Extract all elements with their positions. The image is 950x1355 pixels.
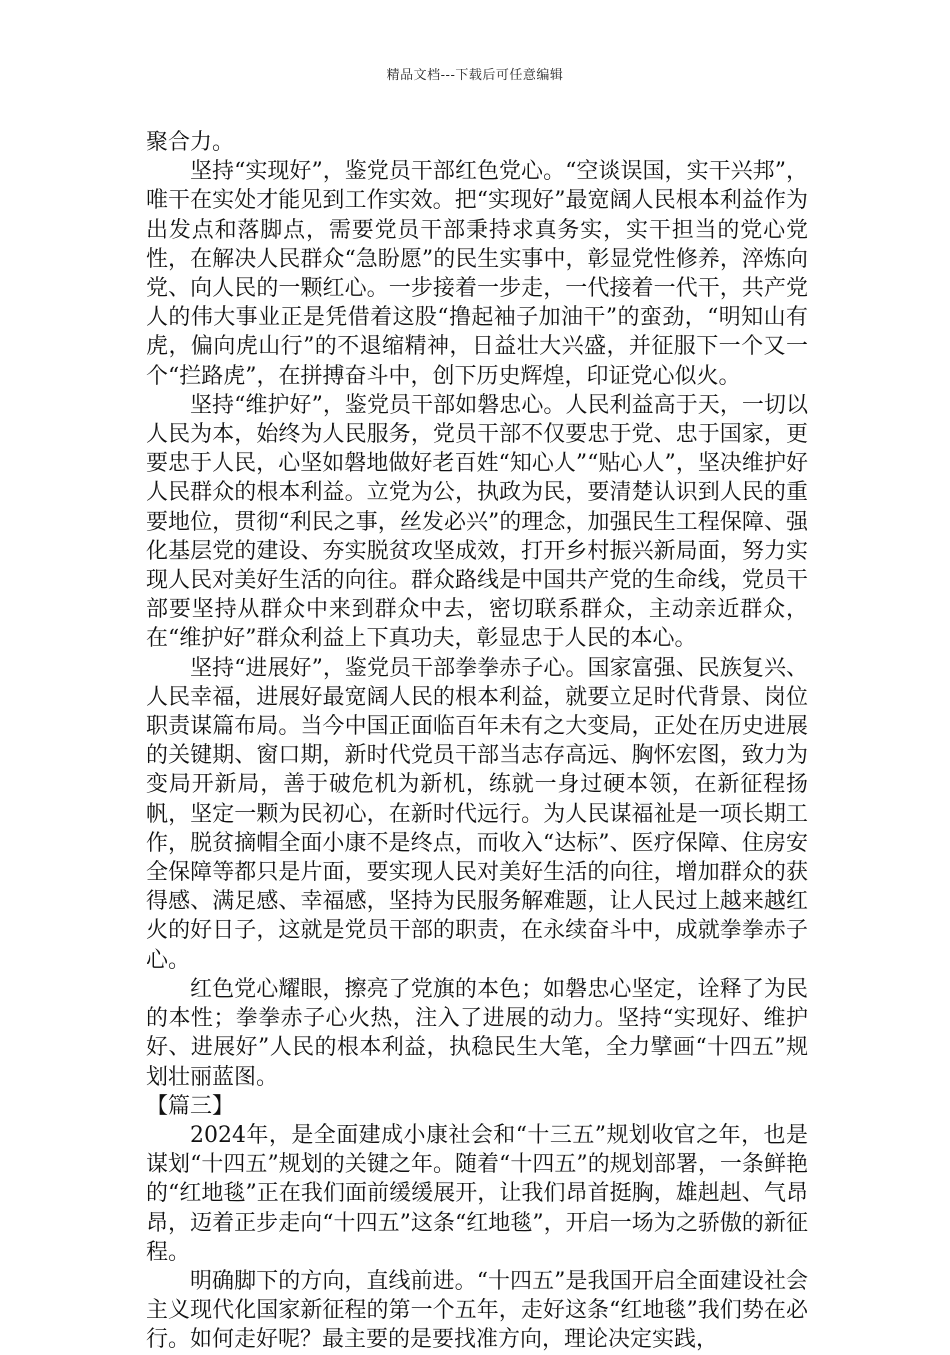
paragraph-direction: 明确脚下的方向，直线前进。“十四五”是我国开启全面建设社会主义现代化国家新征程的第一个五年，走好这条“红地毯”我们势在必行。如何走好呢？最主要的是要找准方向，理论决定实践，: [146, 1268, 808, 1353]
page-header: 精品文档---下载后可任意编辑: [386, 68, 564, 83]
paragraph-maintain-well: 坚持“维护好”，鉴党员干部如磐忠心。人民利益高于天，一切以人民为本，始终为人民服务，党员干部不仅要忠于党、忠于国家，更要忠于人民，心坚如磐地做好老百姓“知心人”“贴心人”，坚决维护好人民群众的根本利益。立党为公，执政为民，要清楚认识到人民的重要地位，贯彻“利民之事，丝发必兴”的理念，加强民生工程保障、强化基层党的建设、夯实脱贫攻坚成效，打开乡村振兴新局面，努力实现人民对美好生活的向往。群众路线是中国共产党的生命线，党员干部要坚持从群众中来到群众中去，密切联系群众，主动亲近群众，在“维护好”群众利益上下真功夫，彰显忠于人民的本心。: [146, 392, 808, 652]
document-body: [146, 128, 808, 1355]
paragraph-summary: 红色党心耀眼，擦亮了党旗的本色；如磐忠心坚定，诠释了为民的本性；拳拳赤子心火热，注入了进展的动力。坚持“实现好、维护好、进展好”人民的根本利益，执稳民生大笔，全力擘画“十四五”规划壮丽蓝图。: [146, 976, 808, 1090]
paragraph-continuation: 聚合力。: [146, 130, 235, 155]
section-title-part-three: 【篇三】: [146, 1093, 235, 1119]
paragraph-implement-well: 坚持“实现好”，鉴党员干部红色党心。“空谈误国，实干兴邦”，唯干在实处才能见到工作实效。把“实现好”最宽阔人民根本利益作为出发点和落脚点，需要党员干部秉持求真务实，实干担当的党心党性，在解决人民群众“急盼愿”的民生实事中，彰显党性修养，淬炼向党、向人民的一颗红心。一步接着一步走，一代接着一代干，共产党人的伟大事业正是凭借着这股“撸起袖子加油干”的蛮劲，“明知山有虎，偏向虎山行”的不退缩精神，日益壮大兴盛，并征服下一个又一个“拦路虎”，在拼搏奋斗中，创下历史辉煌，印证党心似火。: [146, 159, 808, 389]
paragraph-develop-well: 坚持“进展好”，鉴党员干部拳拳赤子心。国家富强、民族复兴、人民幸福，进展好最宽阔人民的根本利益，就要立足时代背景、岗位职责谋篇布局。当今中国正面临百年未有之大变局，正处在历史进展的关键期、窗口期，新时代党员干部当志存高远、胸怀宏图，致力为变局开新局，善于破危机为新机，练就一身过硬本领，在新征程扬帆，坚定一颗为民初心，在新时代远行。为人民谋福祉是一项长期工作，脱贫摘帽全面小康不是终点，而收入“达标”、医疗保障、住房安全保障等都只是片面，要实现人民对美好生活的向往，增加群众的获得感、满足感、幸福感，坚持为民服务解难题，让人民过上越来越红火的好日子，这就是党员干部的职责，在永续奋斗中，成就拳拳赤子心。: [146, 655, 808, 973]
paragraph-year-2024: 2024年，是全面建成小康社会和“十三五”规划收官之年，也是谋划“十四五”规划的关键之年。随着“十四五”的规划部署，一条鲜艳的“红地毯”正在我们面前缓缓展开，让我们昂首挺胸，雄赳赳、气昂昂，迈着正步走向“十四五”这条“红地毯”，开启一场为之骄傲的新征程。: [146, 1122, 808, 1265]
